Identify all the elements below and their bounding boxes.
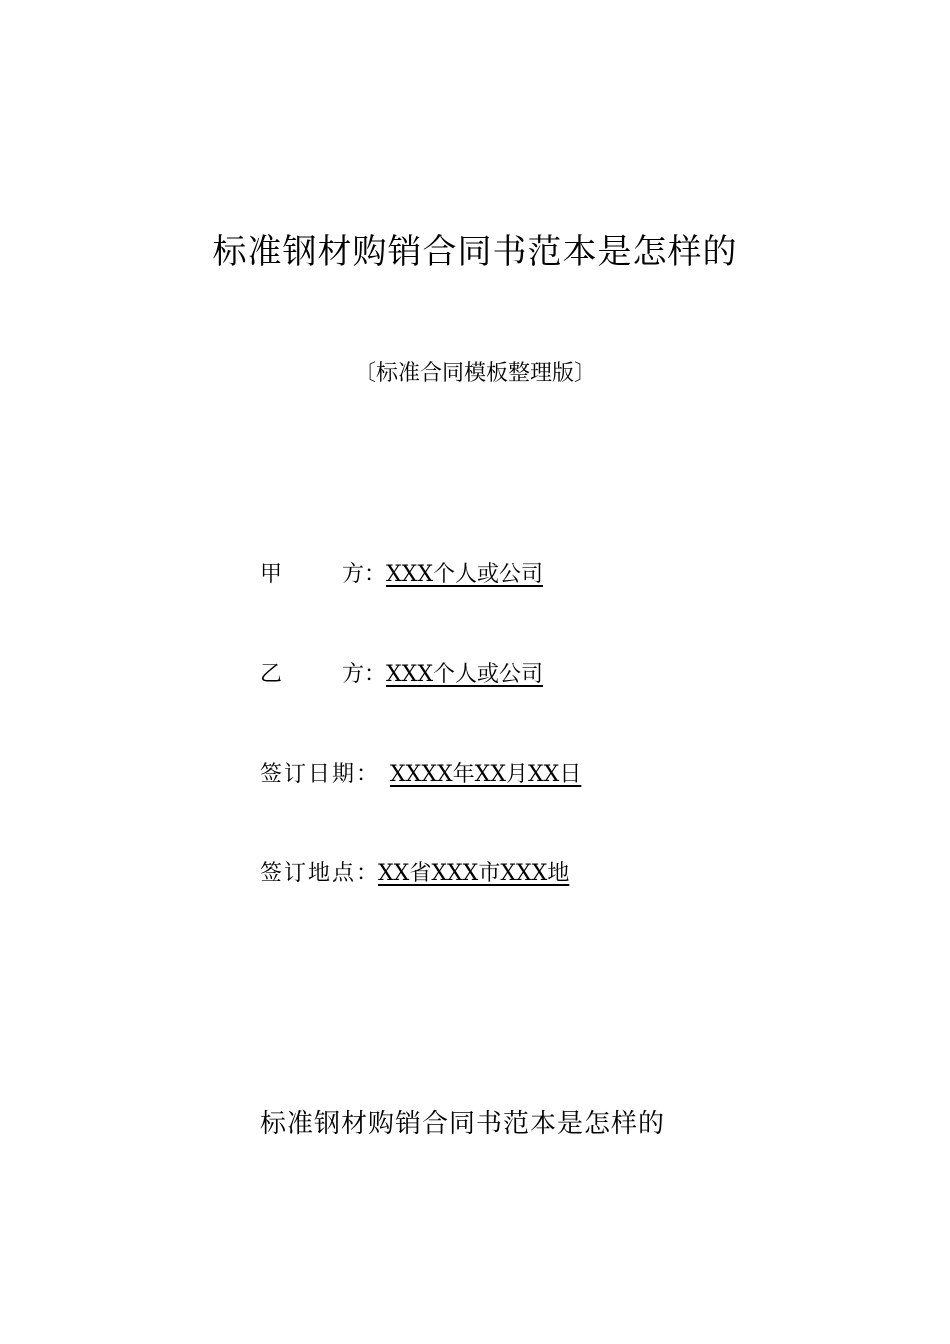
party-a-label-first: 甲 [260, 562, 283, 587]
party-b-value-text: XXX个人或公司 [386, 662, 543, 687]
body-heading: 标准钢材购销合同书范本是怎样的 [260, 1109, 666, 1139]
sign-place-label: 签订地点 [260, 861, 357, 886]
party-a-value-text: XXX个人或公司 [386, 562, 543, 587]
party-a-label-second: 方 [341, 562, 364, 587]
document-title: 标准钢材购销合同书范本是怎样的 [212, 232, 738, 272]
sign-date-label: 签订日期 [260, 762, 357, 787]
party-b-value [386, 659, 597, 691]
sign-place-blank [569, 858, 581, 890]
party-a-blank [543, 559, 597, 591]
party-a-value [386, 559, 597, 591]
sign-date-value-text: XXXX年XX月XX日 [390, 762, 582, 787]
sign-date-blank-right [581, 759, 607, 791]
document-subtitle: 〔标准合同模板整理版〕 [353, 361, 596, 386]
sign-date-blank-left [378, 759, 390, 791]
sign-place-field [260, 858, 581, 890]
party-a-field [260, 559, 597, 591]
party-b-blank [543, 659, 597, 691]
sign-date-value [378, 759, 607, 791]
sign-date-colon: ： [356, 762, 379, 787]
party-b-colon: ： [364, 662, 387, 687]
party-a-label [260, 559, 364, 591]
sign-place-colon: ： [356, 861, 379, 886]
sign-place-value-text: XX省XXX市XXX地 [378, 861, 570, 886]
party-b-label-first: 乙 [260, 662, 283, 687]
sign-date-field [260, 759, 607, 791]
party-b-field [260, 659, 597, 691]
party-b-label [260, 659, 364, 691]
party-b-label-second: 方 [341, 662, 364, 687]
party-a-colon: ： [364, 562, 387, 587]
sign-place-value [378, 858, 581, 890]
